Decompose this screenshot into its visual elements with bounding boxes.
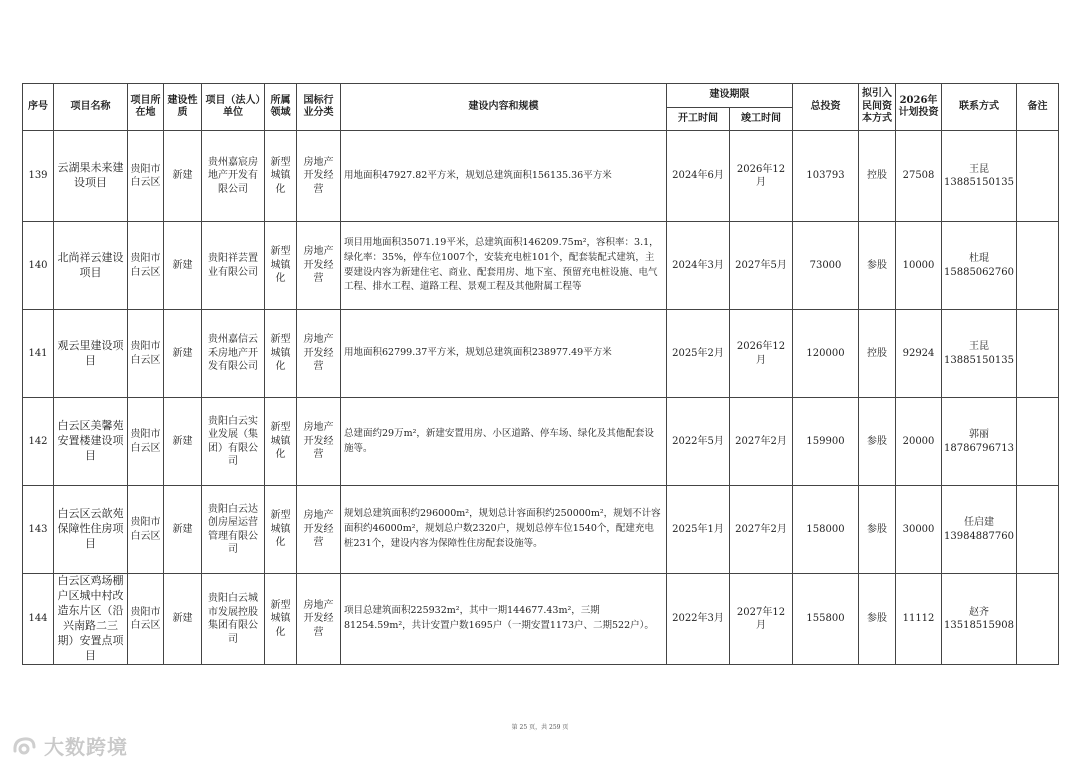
row-content: 项目总建筑面积225932m²，其中一期144677.43m²，三期81254.59m²，共计安置户数1695户（一期安置1173户、二期522户）。: [341, 574, 667, 665]
brand-logo-icon: [12, 735, 38, 757]
row-domain: 新型城镇化: [265, 310, 297, 398]
contact-phone: 15885062760: [944, 266, 1014, 278]
row-industry: 房地产开发经营: [297, 131, 341, 222]
table-row: [23, 574, 1059, 665]
row-start: 2025年1月: [667, 486, 730, 574]
row-seq: 141: [23, 310, 54, 398]
row-unit: 贵阳白云达创房屋运营管理有限公司: [202, 486, 265, 574]
row-method: 参股: [859, 486, 896, 574]
row-end: 2026年12月: [730, 310, 793, 398]
table-row: [23, 486, 1059, 574]
row-location: 贵阳市白云区: [128, 486, 164, 574]
contact-name: 王昆: [969, 341, 989, 352]
row-method: 参股: [859, 574, 896, 665]
header-plan: 2026年计划投资: [896, 84, 942, 131]
row-plan: 27508: [896, 131, 942, 222]
row-start: 2022年3月: [667, 574, 730, 665]
row-nature: 新建: [164, 131, 202, 222]
row-name: 北尚祥云建设项目: [54, 222, 128, 310]
header-location: 项目所在地: [128, 84, 164, 131]
row-content: 规划总建筑面积约296000m²，规划总计容面积约250000m²，规划不计容面积约46000m²，规划总户数2320户，规划总停车位1540个，配建充电桩231个，建设内容为保障性住房配套设施等。: [341, 486, 667, 574]
row-industry: 房地产开发经营: [297, 486, 341, 574]
row-contact: [942, 131, 1017, 222]
row-plan: 92924: [896, 310, 942, 398]
row-remark: [1017, 398, 1059, 486]
header-end: 竣工时间: [730, 108, 793, 131]
table-row: [23, 310, 1059, 398]
row-method: 参股: [859, 222, 896, 310]
contact-phone: 18786796713: [944, 442, 1014, 454]
row-location: 贵阳市白云区: [128, 574, 164, 665]
row-content: 用地面积62799.37平方米，规划总建筑面积238977.49平方米: [341, 310, 667, 398]
row-nature: 新建: [164, 222, 202, 310]
row-method: 参股: [859, 398, 896, 486]
row-domain: 新型城镇化: [265, 486, 297, 574]
header-start: 开工时间: [667, 108, 730, 131]
row-remark: [1017, 131, 1059, 222]
row-invest: 103793: [793, 131, 859, 222]
row-nature: 新建: [164, 486, 202, 574]
table-row: [23, 398, 1059, 486]
row-unit: 贵阳白云实业发展（集团）有限公司: [202, 398, 265, 486]
row-industry: 房地产开发经营: [297, 574, 341, 665]
header-remark: 备注: [1017, 84, 1059, 131]
row-unit: 贵阳白云城市发展控股集团有限公司: [202, 574, 265, 665]
row-name: 云湖果未来建设项目: [54, 131, 128, 222]
watermark: [12, 731, 128, 760]
table-body: [23, 131, 1059, 665]
header-invest: 总投资: [793, 84, 859, 131]
row-contact: [942, 398, 1017, 486]
contact-phone: 13518515908: [944, 620, 1014, 631]
row-unit: 贵州嘉宸房地产开发有限公司: [202, 131, 265, 222]
row-method: 控股: [859, 310, 896, 398]
row-location: 贵阳市白云区: [128, 398, 164, 486]
row-start: 2024年6月: [667, 131, 730, 222]
row-domain: 新型城镇化: [265, 574, 297, 665]
row-nature: 新建: [164, 574, 202, 665]
row-invest: 159900: [793, 398, 859, 486]
contact-name: 郭丽: [969, 429, 989, 440]
row-plan: 11112: [896, 574, 942, 665]
row-seq: 144: [23, 574, 54, 665]
row-nature: 新建: [164, 398, 202, 486]
row-industry: 房地产开发经营: [297, 222, 341, 310]
row-seq: 140: [23, 222, 54, 310]
header-method: 拟引入民间资本方式: [859, 84, 896, 131]
row-plan: 30000: [896, 486, 942, 574]
row-start: 2024年3月: [667, 222, 730, 310]
row-end: 2027年5月: [730, 222, 793, 310]
header-nature: 建设性质: [164, 84, 202, 131]
contact-name: 王昆: [969, 163, 989, 175]
row-content: 项目用地面积35071.19平米，总建筑面积146209.75m²，容积率：3.1，绿化率：35%，停车位1007个，安装充电桩101个，配套装配式建筑，主要建设内容为新建住宅、商业、配套用房、地下室、预留充电桩设施、电气工程、排水工程、道路工程、景观工程及其他附属工程等: [341, 222, 667, 310]
page-number: 第 25 页，共 259 页: [511, 724, 569, 731]
header-domain: 所属领域: [265, 84, 297, 131]
row-unit: 贵阳祥芸置业有限公司: [202, 222, 265, 310]
contact-phone: 13885150135: [944, 177, 1014, 188]
row-invest: 155800: [793, 574, 859, 665]
watermark-text: 大数跨境: [44, 735, 128, 759]
contact-phone: 13885150135: [944, 354, 1014, 366]
header-seq: 序号: [23, 84, 54, 131]
row-seq: 143: [23, 486, 54, 574]
row-method: 控股: [859, 131, 896, 222]
row-invest: 158000: [793, 486, 859, 574]
project-table: [22, 83, 1059, 665]
row-nature: 新建: [164, 310, 202, 398]
row-name: 白云区美馨苑安置楼建设项目: [54, 398, 128, 486]
row-start: 2022年5月: [667, 398, 730, 486]
row-remark: [1017, 222, 1059, 310]
row-name: 白云区云歆苑保障性住房项目: [54, 486, 128, 574]
row-location: 贵阳市白云区: [128, 131, 164, 222]
row-end: 2027年2月: [730, 486, 793, 574]
row-end: 2027年2月: [730, 398, 793, 486]
header-period: 建设期限: [667, 84, 793, 108]
header-content: 建设内容和规模: [341, 84, 667, 131]
row-domain: 新型城镇化: [265, 398, 297, 486]
row-content: 用地面积47927.82平方米，规划总建筑面积156135.36平方米: [341, 131, 667, 222]
row-remark: [1017, 310, 1059, 398]
row-contact: [942, 222, 1017, 310]
row-remark: [1017, 574, 1059, 665]
header-industry: 国标行业分类: [297, 84, 341, 131]
row-plan: 10000: [896, 222, 942, 310]
row-remark: [1017, 486, 1059, 574]
contact-name: 赵齐: [969, 606, 989, 618]
row-content: 总建面约29万m²，新建安置用房、小区道路、停车场、绿化及其他配套设施等。: [341, 398, 667, 486]
contact-name: 任启建: [964, 517, 994, 528]
row-end: 2027年12月: [730, 574, 793, 665]
row-name: 观云里建设项目: [54, 310, 128, 398]
row-start: 2025年2月: [667, 310, 730, 398]
table-row: [23, 222, 1059, 310]
header-unit: 项目（法人）单位: [202, 84, 265, 131]
row-end: 2026年12月: [730, 131, 793, 222]
row-contact: [942, 486, 1017, 574]
header-name: 项目名称: [54, 84, 128, 131]
contact-name: 杜琨: [969, 253, 989, 264]
row-contact: [942, 310, 1017, 398]
contact-phone: 13984887760: [944, 530, 1014, 542]
row-industry: 房地产开发经营: [297, 310, 341, 398]
row-location: 贵阳市白云区: [128, 310, 164, 398]
row-seq: 142: [23, 398, 54, 486]
row-location: 贵阳市白云区: [128, 222, 164, 310]
row-invest: 120000: [793, 310, 859, 398]
row-plan: 20000: [896, 398, 942, 486]
row-name: 白云区鸡场棚户区城中村改造东片区（沿兴南路二三期）安置点项目: [54, 574, 128, 665]
row-contact: [942, 574, 1017, 665]
table-header: [23, 84, 1059, 131]
row-industry: 房地产开发经营: [297, 398, 341, 486]
header-contact: 联系方式: [942, 84, 1017, 131]
row-domain: 新型城镇化: [265, 222, 297, 310]
row-unit: 贵州嘉信云禾房地产开发有限公司: [202, 310, 265, 398]
table-row: [23, 131, 1059, 222]
row-seq: 139: [23, 131, 54, 222]
row-invest: 73000: [793, 222, 859, 310]
row-domain: 新型城镇化: [265, 131, 297, 222]
